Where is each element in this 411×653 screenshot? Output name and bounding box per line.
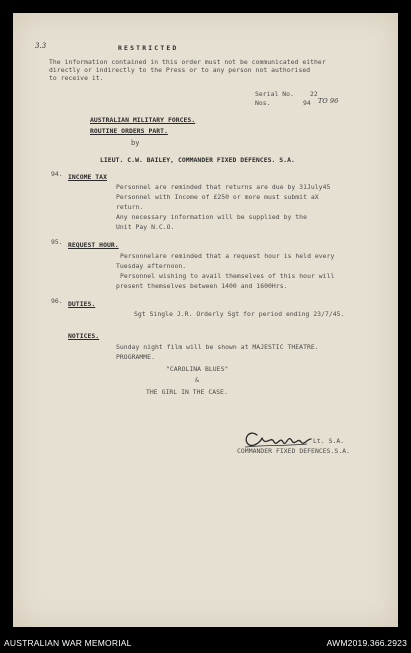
item-94-line-4: Any necessary information will be supplied by the bbox=[116, 213, 307, 221]
document-page bbox=[13, 13, 398, 627]
item-94-line-5: Unit Pay N.C.O. bbox=[116, 223, 175, 231]
footer-credit: AUSTRALIAN WAR MEMORIAL bbox=[4, 638, 132, 648]
serial-label: Serial No. bbox=[255, 90, 294, 98]
nos-label: Nos. bbox=[255, 99, 271, 107]
signature-suffix: Lt. S.A. bbox=[313, 437, 345, 445]
intro-line-1: The information contained in this order must not be communicated either bbox=[49, 58, 326, 66]
item-94-line-2: Personnel with Income of £250 or more must submit aX bbox=[116, 193, 319, 201]
intro-line-3: to receive it. bbox=[49, 74, 104, 82]
notices-line-5: THE GIRL IN THE CASE. bbox=[146, 388, 228, 396]
item-96-number: 96. bbox=[51, 297, 63, 305]
restricted-heading: RESTRICTED bbox=[118, 44, 179, 52]
item-95-line-1: Personnelare reminded that a request hour is held every bbox=[120, 252, 335, 260]
item-95-number: 95. bbox=[51, 238, 63, 246]
nos-value: 94 bbox=[303, 99, 311, 107]
serial-value: 22 bbox=[310, 90, 318, 98]
footer-accession-number: AWM2019.366.2923 bbox=[326, 638, 407, 648]
notices-title: NOTICES. bbox=[68, 332, 100, 340]
item-94-number: 94. bbox=[51, 170, 63, 178]
corner-mark: 3.3 bbox=[35, 42, 47, 50]
item-94-line-1: Personnel are reminded that returns are due by 31July45 bbox=[116, 183, 331, 191]
notices-line-2: PROGRAMME. bbox=[116, 353, 155, 361]
item-94-title: INCOME TAX bbox=[68, 173, 107, 181]
item-95-title: REQUEST HOUR. bbox=[68, 241, 119, 249]
notices-line-3: "CAROLINA BLUES" bbox=[166, 365, 229, 373]
author-line: LIEUT. C.W. BAILEY, COMMANDER FIXED DEFENCES. S.A. bbox=[100, 156, 295, 164]
item-95-line-3: Personnel wishing to avail themselves of this hour will bbox=[120, 272, 335, 280]
item-96-title: DUTIES. bbox=[68, 300, 96, 308]
org-line-1: AUSTRALIAN MILITARY FORCES. bbox=[90, 116, 196, 124]
item-95-line-2: Tuesday afternoon. bbox=[116, 262, 187, 270]
by-label: by bbox=[131, 139, 140, 147]
org-line-2: ROUTINE ORDERS PART. bbox=[90, 127, 168, 135]
signature-title: COMMANDER FIXED DEFENCES.S.A. bbox=[237, 447, 351, 455]
item-96-line-1: Sgt Single J.R. Orderly Sgt for period ending 23/7/45. bbox=[134, 310, 345, 318]
notices-line-1: Sunday night film will be shown at MAJESTIC THEATRE. bbox=[116, 343, 319, 351]
nos-handwritten: TO 96 bbox=[318, 97, 339, 105]
intro-line-2: directly or indirectly to the Press or to any person not authorised bbox=[49, 66, 311, 74]
item-95-line-4: present themselves between 1400 and 1600Hrs. bbox=[116, 282, 288, 290]
item-94-line-3: return. bbox=[116, 203, 144, 211]
notices-line-4: & bbox=[195, 376, 199, 384]
